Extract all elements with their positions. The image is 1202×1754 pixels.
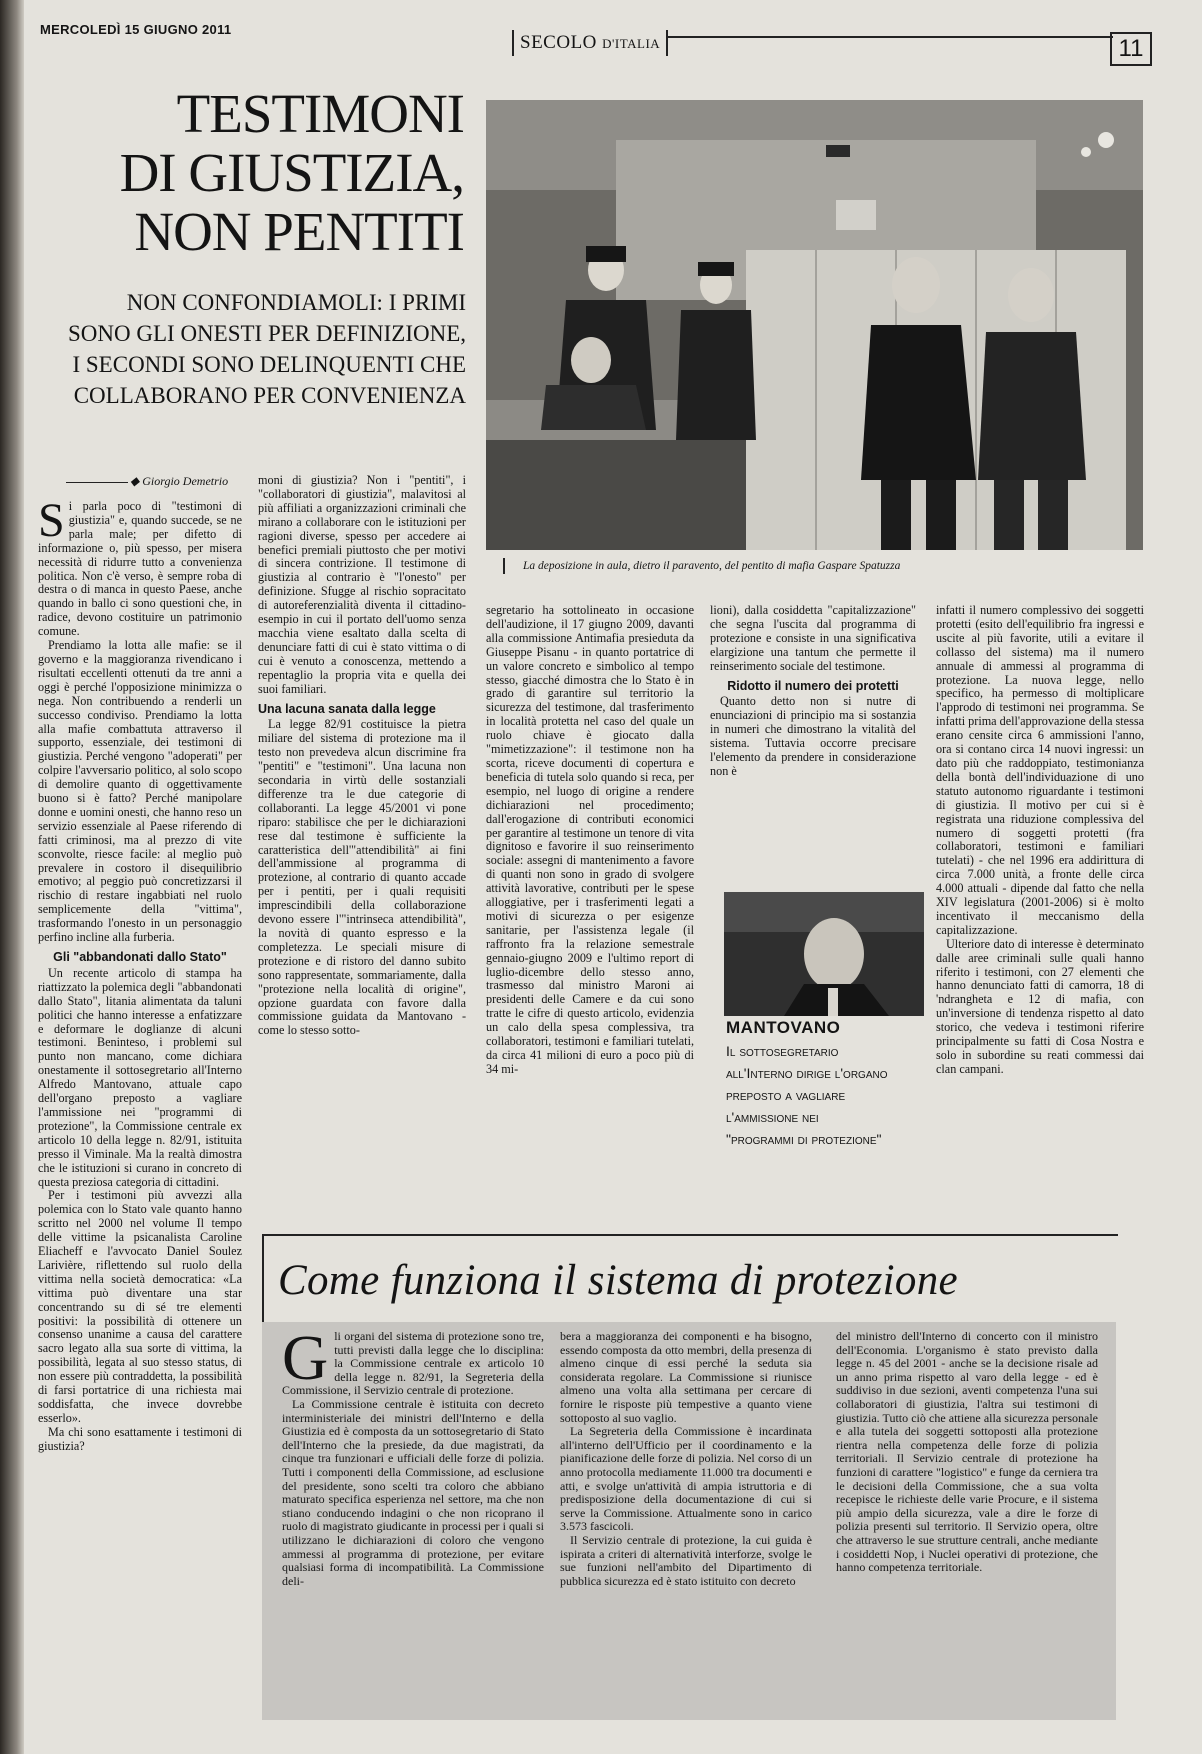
header-rule bbox=[668, 36, 1113, 38]
paragraph bbox=[38, 500, 242, 639]
newspaper-masthead bbox=[512, 30, 668, 56]
portrait-desc-line: l'ammissione nei bbox=[726, 1109, 819, 1125]
section-heading: Gli "abbandonati dallo Stato" bbox=[53, 950, 227, 964]
paragraph: segretario ha sottolineato in occasione dell'audizione, il 17 giugno 2009, davanti alla commissione Antimafia presieduta da Giuseppe Pisanu - in quanto portatrice di un valore concreto e simbolico al tempo stesso, giacché dimostra che lo Stato è in grado di garantire sul territorio la sicurezza del testimone, dal trasferimento in località protetta nel caso del quale un ruolo chiave è giocato dalla "mimetizzazione": il testimone non ha scorta, riceve documenti di copertura e beneficia di tutela solo quando si reca, per esempio, nel luogo di origine a rendere dichiarazioni nel procedimento; dall'erogazione di contributi economici per garantire al testimone un tenore di vita dignitoso e favorire il suo reinserimento sociale: assegni di mantenimento a favore di quanti non sono in grado di svolgere attività lavorative, contributi per le spese alloggiative, per i trasferimenti legati a motivi di sicurezza o per esigenze sanitarie, per l'assistenza legale (il raffronto fra la relazione semestrale gennaio-giugno 2009 e l'ultimo report di luglio-dicembre dello stesso anno, trasmesso dal ministro Maroni ai presidenti delle Camere e da cui sono tratte le cifre di questo articolo, evidenzia un calo della spesa complessiva, tra collaboratori, testimoni e familiari tutelati, da circa 41 milioni di euro a poco più di 34 mi- bbox=[486, 604, 694, 1076]
header-date: MERCOLEDÌ 15 GIUGNO 2011 bbox=[40, 22, 232, 37]
mantovano-portrait bbox=[724, 892, 924, 1016]
byline-rule bbox=[66, 482, 128, 483]
subtitle-line: COLLABORANO PER CONVENIENZA bbox=[73, 383, 466, 408]
subtitle-line: I SECONDI SONO DELINQUENTI CHE bbox=[72, 352, 466, 377]
article-column-2 bbox=[258, 474, 466, 1210]
paragraph: lioni), dalla cosiddetta "capitalizzazione" che segna l'uscita dal programma di protezione e consiste in una significativa elargizione una tantum che permette il reinserimento sociale del testimone. bbox=[710, 604, 916, 673]
courtroom-photo-drawing bbox=[486, 100, 1143, 550]
byline: ◆ Giorgio Demetrio bbox=[66, 474, 228, 489]
paragraph: Ma chi sono esattamente i testimoni di giustizia? bbox=[38, 1424, 242, 1453]
courtroom-photo bbox=[486, 100, 1143, 550]
article-title bbox=[40, 84, 464, 261]
drop-cap: S bbox=[38, 500, 65, 547]
article-column-1 bbox=[38, 500, 242, 1724]
portrait-desc-line: "programmi di protezione" bbox=[726, 1131, 882, 1147]
section-heading: Ridotto il numero dei protetti bbox=[727, 678, 899, 693]
sidebar-title: Come funziona il sistema di protezione bbox=[278, 1257, 958, 1304]
sidebar-column-3 bbox=[836, 1330, 1098, 1712]
paragraph: La Commissione centrale è istituita con decreto interministeriale dei ministri dell'Interno e della Giustizia ed è composta da un sottosegretario di Stato dell'Interno che la presiede, da due magistrati, da cinque tra funzionari e ufficiali delle forze di polizia. Tutti i componenti della Commissione, ad esclusione del presidente, sono scelti tra coloro che abbiano maturato specifica esperienza nel settore, ma che non stiano conducendo indagini o che non ricoprano il ruolo di magistrato giudicante in processi per i quali si utilizzano le dichiarazioni di coloro che vengono ammessi al programma di protezione, per evitare qualsiasi forma di incompatibilità. La Commissione deli- bbox=[282, 1396, 544, 1588]
paragraph-text: li organi del sistema di protezione sono tre, tutti previsti dalla legge che lo disciplina: la Commissione centrale ex articolo 10 della legge n. 82/91, la Segreteria della Commissione, il Servizio centrale di protezione. bbox=[282, 1330, 544, 1398]
portrait-desc-line: Il sottosegretario bbox=[726, 1043, 839, 1059]
page-number: 11 bbox=[1110, 32, 1152, 66]
paragraph: Quanto detto non si nutre di enunciazioni di principio ma si sostanzia in numeri che dimostrano la vitalità del sistema. Tuttavia occorre precisare l'elemento da prendere in considerazione non è bbox=[710, 694, 916, 778]
article-column-5 bbox=[936, 604, 1144, 1210]
portrait-drawing bbox=[724, 892, 924, 1016]
paragraph: del ministro dell'Interno di concerto con il ministro dell'Economia. L'organismo è stato previsto dalla legge n. 45 del 2001 - anche se la decisione risale ad un anno prima rispetto al varo della legge - ed è suddiviso in due sezioni, aventi competenza l'una sui collaboratori di giustizia, l'altra sui testimoni di giustizia. Tutto ciò che attiene alla sicurezza personale e alla tutela dei soggetti sottoposti alla protezione rientra nella competenza delle forze di polizia territoriali. Il Servizio centrale di protezione ha funzioni di carattere "logistico" e funge da cerniera tra le decisioni della Commissione, che a sua volta recepisce le richieste delle varie Procure, e il sistema più ampio della sicurezza, vale a dire le forze di polizia presenti sul territorio. Il Servizio opera, oltre che attraverso le sue strutture centrali, anche mediante i cosiddetti Nop, i Nuclei operativi di protezione, che hanno competenza territoriale. bbox=[836, 1330, 1098, 1575]
sidebar-column-1 bbox=[282, 1330, 544, 1712]
masthead-small: D'ITALIA bbox=[602, 36, 661, 51]
photo-caption: La deposizione in aula, dietro il paravento, del pentito di mafia Gaspare Spatuzza bbox=[503, 558, 1163, 574]
subtitle-line: SONO GLI ONESTI PER DEFINIZIONE, bbox=[68, 321, 466, 346]
paragraph: Ulteriore dato di interesse è determinato dalle aree criminali sulle quali hanno riferito i testimoni, con 27 elementi che hanno denunciato fatti di camorra, 18 di 'ndrangheta e 12 di mafia, con un'inversione di tendenza rispetto al dato storico, che vedeva i testimoni riferire principalmente su fatti di Cosa Nostra e solo in subordine su reati commessi dai clan campani. bbox=[936, 936, 1144, 1076]
title-line: TESTIMONI bbox=[176, 83, 464, 144]
sidebar-column-2 bbox=[560, 1330, 812, 1712]
paragraph: La Segreteria della Commissione è incardinata all'interno dell'Ufficio per il coordinamento e la pianificazione delle forze di polizia. Nel corso di un anno protocolla mediamente 11.000 tra documenti e atti, e svolge un'attività di ampia istruttoria e di predisposizione della documentazione di cui si serve la Commissione. Attualmente sono in carico 3.573 fascicoli. bbox=[560, 1424, 812, 1534]
page-spine-shadow bbox=[0, 0, 24, 1754]
paragraph: bera a maggioranza dei componenti e ha bisogno, essendo composta da otto membri, della presenza di almeno cinque di essi perché la seduta sia considerata regolare. La Commissione si riunisce almeno una volta alla settimana per cercare di fornire le risposte più tempestive a quanto viene sottoposto al suo vaglio. bbox=[560, 1330, 812, 1425]
title-line: NON PENTITI bbox=[134, 201, 464, 262]
paragraph: Per i testimoni più avvezzi alla polemica con lo Stato vale quanto hanno scritto nel 2000 nel volume Il tempo delle vittime la psicanalista Caroline Eliacheff e l'avvocato Daniel Soulez Larivière, riflettendo sul ruolo della vittima nella società democratica: «La vittima può diventare una star concentrando su di sé tre elementi positivi: la possibilità di ottenere un consenso unanime a causa del carattere sacro legato alla sua sorte di vittima, la possibilità, legata al suo stesso status, di non essere più contraddetta, la possibilità di farsi portatrice di una richiesta mai soddisfatta, che invece dovrebbe esserlo». bbox=[38, 1188, 242, 1425]
drop-cap: G bbox=[282, 1330, 329, 1393]
portrait-description bbox=[726, 1040, 926, 1150]
portrait-desc-line: all'Interno dirige l'organo bbox=[726, 1065, 888, 1081]
portrait-desc-line: preposto a vagliare bbox=[726, 1087, 846, 1103]
article-column-3 bbox=[486, 604, 694, 1210]
paragraph bbox=[282, 1330, 544, 1398]
paragraph: Il Servizio centrale di protezione, la cui guida è ispirata a criteri di alternatività interforze, svolge le sue funzioni nell'ambito del Dipartimento di pubblica sicurezza ed è stato istituito con decreto bbox=[560, 1532, 812, 1588]
author-name: Giorgio Demetrio bbox=[142, 474, 229, 488]
paragraph-text: i parla poco di "testimoni di giustizia" e, quando succede, se ne parla male; per difetto di informazione o, più spesso, per misera necessità di ridurre tutto a convenienza politica. Non c'è verso, è sempre roba di destra o di manca in questo Paese, anche quando in ballo ci sono questioni che, in radice, devono costituire un patrimonio comune. bbox=[38, 500, 242, 639]
article-subtitle bbox=[34, 287, 466, 411]
paragraph: Un recente articolo di stampa ha riattizzato la polemica degli "abbandonati dallo Stato", litania alimentata da taluni politici che hanno interesse a enfatizzare e deformare le doglianze di alcuni testimoni. Beninteso, i problemi sul punto non mancano, come dichiara onestamente il sottosegretario all'Interno Alfredo Mantovano, attuale capo dell'organo preposto a vagliare l'ammissione nei "programmi di protezione", la Commissione centrale ex articolo 10 della legge n. 82/91, istituita presso il Viminale. Ma la realtà dimostra che le istituzioni si curano in concreto di questa preziosa categoria di cittadini. bbox=[38, 965, 242, 1189]
portrait-name: MANTOVANO bbox=[726, 1018, 841, 1037]
paragraph: moni di giustizia? Non i "pentiti", i "collaboratori di giustizia", malavitosi al più affiliati a organizzazioni criminali che mirano a collaborare con le istituzioni per ragioni diverse, spesso per accedere ai benefici premiali piuttosto che per motivi di sincera contrizione. Il testimone di giustizia al contrario è "l'onesto" per definizione. Sfugge al rischio sopracitato di autoreferenzialità diventa il cittadino-esempio in cui il portato dell'uomo senza macchia viene esaltato dalla scelta di denunciare fatti di cui è stato vittima o di cui è venuto a conoscenza, mettendo a repentaglio la propria vita e quella dei suoi familiari. bbox=[258, 474, 466, 696]
portrait-caption bbox=[726, 1018, 926, 1150]
subtitle-line: NON CONFONDIAMOLI: I PRIMI bbox=[126, 290, 466, 315]
paragraph: Prendiamo la lotta alle mafie: se il governo e la maggioranza rivendicano i risultati eccellenti ottenuti da tre anni a oggi è perché l'opposizione minimizza o nega. Non contribuendo a renderli un successo condiviso. Prendiamo la lotta alla mafie combattuta attraverso il supporto, essenziale, dei testimoni di giustizia. Perché vengono "adoperati" per colpire l'avversario politico, al solo scopo di demolire quanto di oggettivamente buono si è fatto? Perché manipolare donne e uomini onesti, che hanno reso un servizio essenziale al Paese riferendo di fatti criminosi, ma al prezzo di vite sconvolte, riesce facile: al meglio può prevalere in costoro il disequilibrio emotivo; al peggio può concretizzarsi il rischio di restare ingabbiati nel ruolo semplicemente della "vittima", trasformando l'onesto in un personaggio perfino incline alla furberia. bbox=[38, 638, 242, 945]
masthead-main: SECOLO bbox=[520, 32, 597, 53]
paragraph: infatti il numero complessivo dei soggetti protetti (esito dell'equilibrio fra ingressi e uscite al più favorite, utili a evitare il collasso del sistema) ma il numero annuale di ammessi al programma di protezione. La nuova legge, nello specifico, ha permesso di moltiplicare l'approdo di testimoni nei programma. Se infatti prima dell'approvazione della stessa erano censite circa 6 ammissioni l'anno, ora si contano circa 14 nuovi ingressi: un dato più che raddoppiato, testimonianza della bontà dell'individuazione di uno statuto autonomo riguardante i testimoni di giustizia. Il motivo per cui si è registrata una riduzione complessiva del numero di soggetti protetti (fra collaboratori, testimoni e familiari tutelati) - che nel 1996 era addirittura di circa 7.000 unità, a fronte delle circa 4.000 attuali - dipende dal fatto che nella XIV legislatura (2001-2006) si è molto incentivato il meccanismo della capitalizzazione. bbox=[936, 604, 1144, 937]
section-heading: Una lacuna sanata dalla legge bbox=[258, 701, 436, 716]
article-column-4 bbox=[710, 604, 916, 874]
title-line: DI GIUSTIZIA, bbox=[119, 142, 464, 203]
paragraph: La legge 82/91 costituisce la pietra miliare del sistema di protezione ma il testo non prevedeva alcun discrimine fra "pentiti" e "testimoni". Una lacuna non secondaria in virtù delle sostanziali differenze tra le due categorie di collaboranti. La legge 45/2001 vi pone riparo: stabilisce che per le dichiarazioni rese dal testimone è sufficiente la caratteristica dell'"attendibilità" ai fini dell'ammissione al programma di protezione, al contrario di quanto accade per i pentiti, per i quali requisiti imprescindibili della collaborazione devono essere l'"intrinseca attendibilità", la novità di quanto espresso e la completezza. Le speciali misure di protezione e di ristoro del danno subito sono rappresentate, sommariamente, dalla "protezione nella località di origine", opzione guardata con favore dalla commissione guidata da Mantovano - come lo stesso sotto- bbox=[258, 717, 466, 1038]
